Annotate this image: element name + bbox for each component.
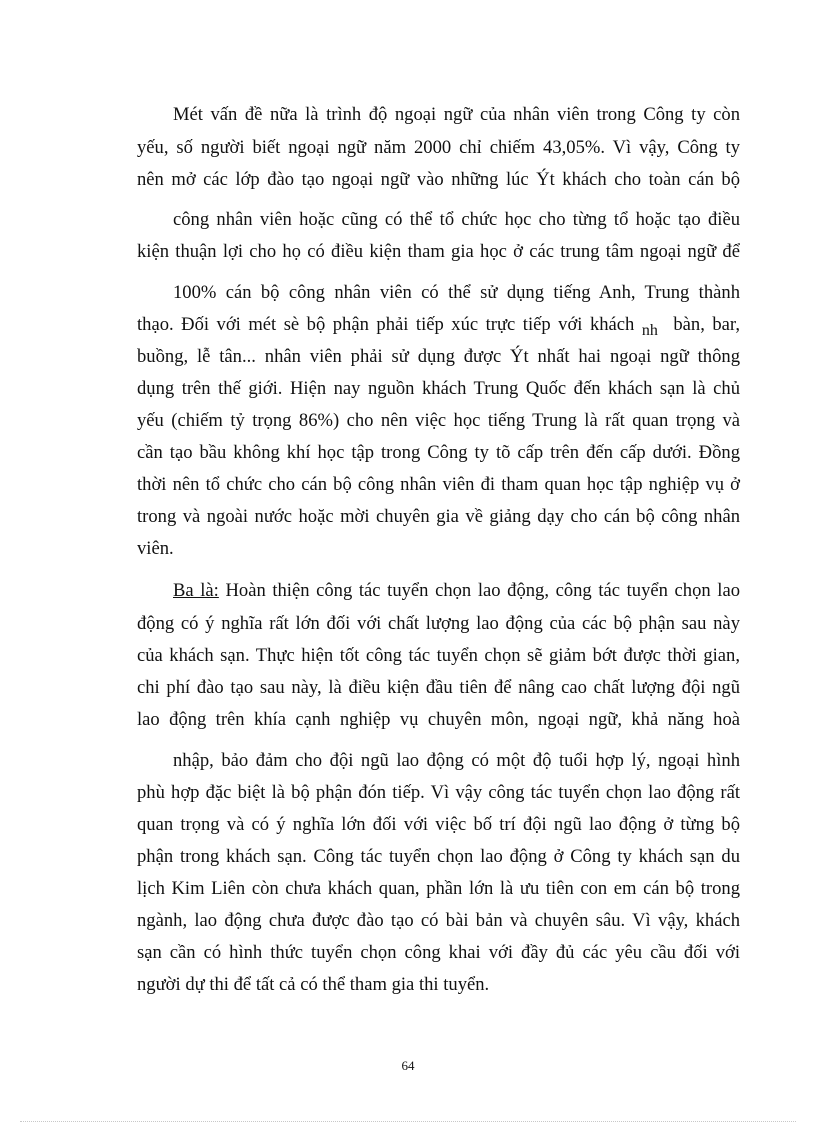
text-line: công nhân viên hoặc cũng có thể tổ chức học cho từng tổ hoặc tạo điều (173, 209, 740, 230)
text-run: thạo. Đối với mét sè bộ phận phải tiếp xúc trực tiếp với khách (137, 314, 635, 335)
text-line: kiện thuận lợi cho họ có điều kiện tham gia học ở các trung tâm ngoại ngữ để (137, 241, 740, 262)
text-line: yếu (chiếm tỷ trọng 86%) cho nên việc học tiếng Trung là rất quan trọng và (137, 410, 740, 431)
text-line: phận trong khách sạn. Công tác tuyển chọn lao động ở Công ty khách sạn du (137, 846, 740, 867)
text-run: bàn, bar, (673, 314, 740, 335)
text-line: chi phí đào tạo sau này, là điều kiện đầu tiên để nâng cao chất lượng đội ngũ (137, 677, 740, 698)
text-line: động có ý nghĩa rất lớn đối với chất lượng lao động của các bộ phận sau này (137, 613, 740, 634)
text-line: buồng, lễ tân... nhân viên phải sử dụng được Ýt nhất hai ngoại ngữ thông (137, 346, 740, 367)
text-line: lao động trên khía cạnh nghiệp vụ chuyên môn, ngoại ngữ, khả năng hoà (137, 709, 740, 730)
text-line: thời nên tổ chức cho cán bộ công nhân viên đi tham quan học tập nghiệp vụ ở (137, 474, 740, 495)
text-line: lịch Kim Liên còn chưa khách quan, phần lớn là ưu tiên con em cán bộ trong (137, 878, 740, 899)
text-run: Hoàn thiện công tác tuyển chọn lao động, công tác tuyển chọn lao (225, 580, 740, 601)
text-line (137, 313, 740, 337)
page-number: 64 (401, 1058, 415, 1073)
text-line: sạn cần có hình thức tuyển chọn công khai với đầy đủ các yêu cầu đối với (137, 942, 740, 963)
text-line: cần tạo bầu không khí học tập trong Công ty tõ cấp trên đến cấp dưới. Đồng (137, 442, 740, 463)
text-line: người dự thi để tất cả có thể tham gia thi tuyển. (137, 974, 490, 995)
text-line: nhập, bảo đảm cho đội ngũ lao động có một độ tuổi hợp lý, ngoại hình (173, 750, 740, 771)
text-line: viên. (137, 538, 174, 559)
text-line: trong và ngoài nước hoặc mời chuyên gia về giảng dạy cho cán bộ công nhân (137, 506, 740, 527)
page-bottom-rule (20, 1121, 796, 1122)
text-line: quan trọng và có ý nghĩa lớn đối với việc bố trí đội ngũ lao động ở từng bộ (137, 814, 740, 835)
paragraph-lead: Ba là: (173, 580, 219, 601)
text-line: phù hợp đặc biệt là bộ phận đón tiếp. Vì vậy công tác tuyển chọn lao động rất (137, 782, 740, 803)
text-line: ngành, lao động chưa được đào tạo có bài bản và chuyên sâu. Vì vậy, khách (137, 910, 740, 931)
text-line: dụng trên thế giới. Hiện nay nguồn khách Trung Quốc đến khách sạn là chủ (137, 378, 740, 399)
text-line: nên mở các lớp đào tạo ngoại ngữ vào những lúc Ýt khách cho toàn cán bộ (137, 169, 740, 190)
text-line: yếu, số người biết ngoại ngữ năm 2000 chỉ chiếm 43,05%. Vì vậy, Công ty (137, 137, 740, 158)
text-line: của khách sạn. Thực hiện tốt công tác tuyển chọn sẽ giảm bớt được thời gian, (137, 645, 740, 666)
subscript-text: nh (641, 322, 658, 339)
text-line (173, 579, 740, 603)
text-line: 100% cán bộ công nhân viên có thể sử dụng tiếng Anh, Trung thành (173, 282, 740, 303)
text-line: Mét vấn đề nữa là trình độ ngoại ngữ của nhân viên trong Công ty còn (173, 104, 740, 125)
